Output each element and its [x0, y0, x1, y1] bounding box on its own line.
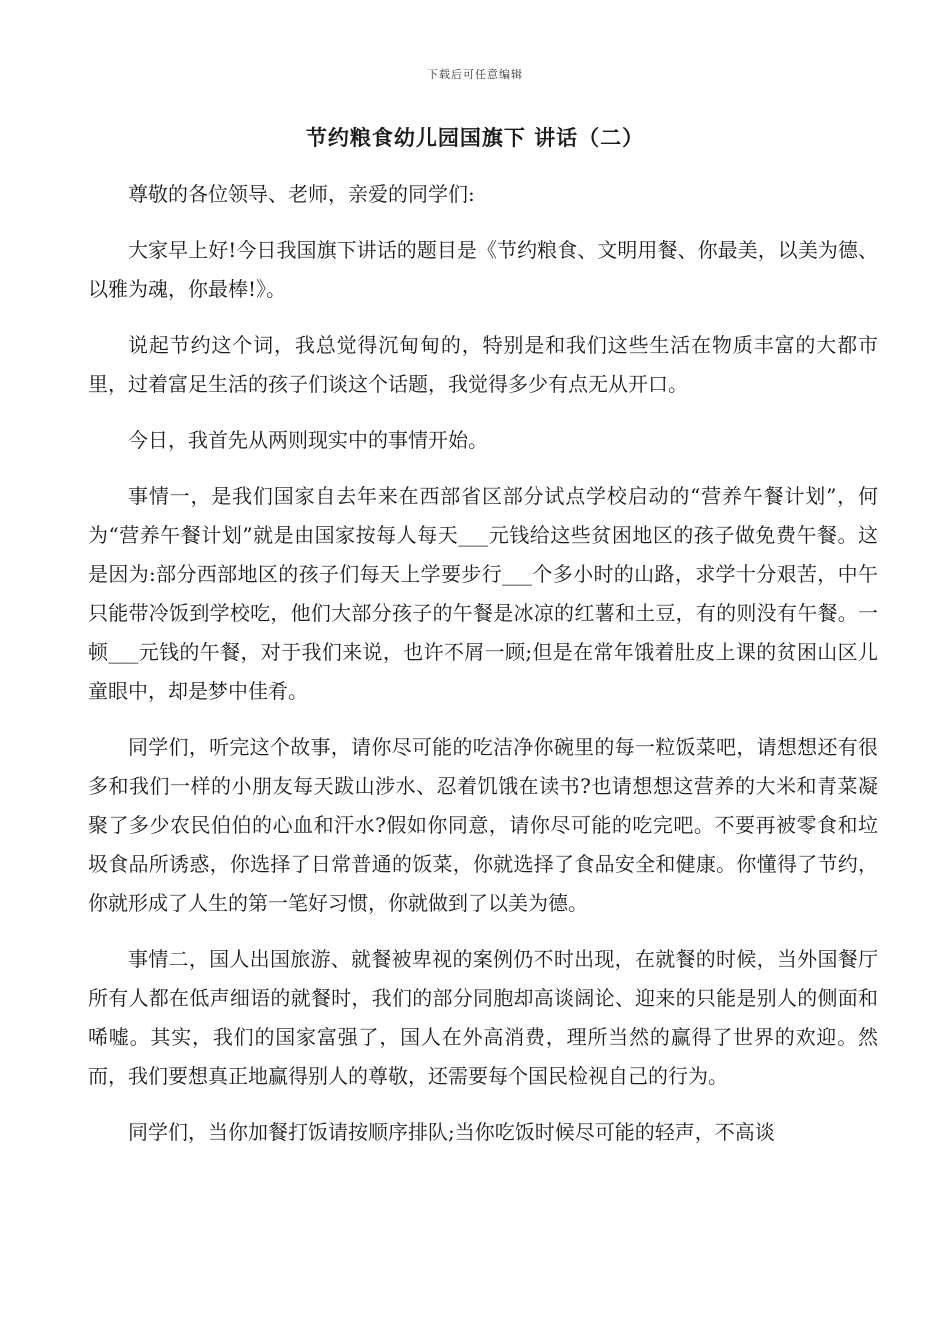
document-title: 节约粮食幼儿园国旗下 讲话（二）	[305, 126, 645, 150]
header-note: 下载后可任意编辑	[427, 68, 523, 81]
document-body	[88, 175, 878, 1169]
paragraph-story-two: 事情二，国人出国旅游、就餐被卑视的案例仍不时出现，在就餐的时候，当外国餐厅所有人都在低声细语的就餐时，我们的部分同胞却高谈阔论、迎来的只能是别人的侧面和唏嘘。其实，我们的国家富强了，国人在外高消费，理所当然的赢得了世界的欢迎。然而，我们要想真正地赢得别人的尊敬，还需要每个国民检视自己的行为。	[88, 947, 878, 1088]
paragraph-story-one: 事情一，是我们国家自去年来在西部省区部分试点学校启动的“营养午餐计划”，何为“营养午餐计划”就是由国家按每人每天___元钱给这些贫困地区的孩子做免费午餐。这是因为:部分西部地区的孩子们每天上学要步行___个多小时的山路，求学十分艰苦，中午只能带冷饭到学校吃，他们大部分孩子的午餐是冰凉的红薯和土豆，有的则没有午餐。一顿___元钱的午餐，对于我们来说，也许不屑一顾;但是在常年饿着肚皮上课的贫困山区儿童眼中，却是梦中佳肴。	[88, 484, 878, 703]
paragraph-appeal-one: 同学们，听完这个故事，请你尽可能的吃洁净你碗里的每一粒饭菜吧，请想想还有很多和我们一样的小朋友每天跋山涉水、忍着饥饿在读书?也请想想这营养的大米和青菜凝聚了多少农民伯伯的心血和汗水?假如你同意，请你尽可能的吃完吧。不要再被零食和垃圾食品所诱惑，你选择了日常普通的饭菜，你就选择了食品安全和健康。你懂得了节约，你就形成了人生的第一笔好习惯，你就做到了以美为德。	[88, 735, 878, 915]
paragraph-topic: 大家早上好!今日我国旗下讲话的题目是《节约粮食、文明用餐、你最美，以美为德、以雅为魂，你最棒!》。	[88, 238, 878, 301]
paragraph-greeting: 尊敬的各位领导、老师，亲爱的同学们:	[128, 182, 475, 206]
paragraph-transition: 今日，我首先从两则现实中的事情开始。	[128, 428, 488, 452]
paragraph-appeal-two: 同学们，当你加餐打饭请按顺序排队;当你吃饭时候尽可能的轻声，不高谈	[128, 1120, 775, 1144]
paragraph-intro: 说起节约这个词，我总觉得沉甸甸的，特别是和我们这些生活在物质丰富的大都市里，过着富足生活的孩子们谈这个话题，我觉得多少有点无从开口。	[88, 333, 878, 396]
